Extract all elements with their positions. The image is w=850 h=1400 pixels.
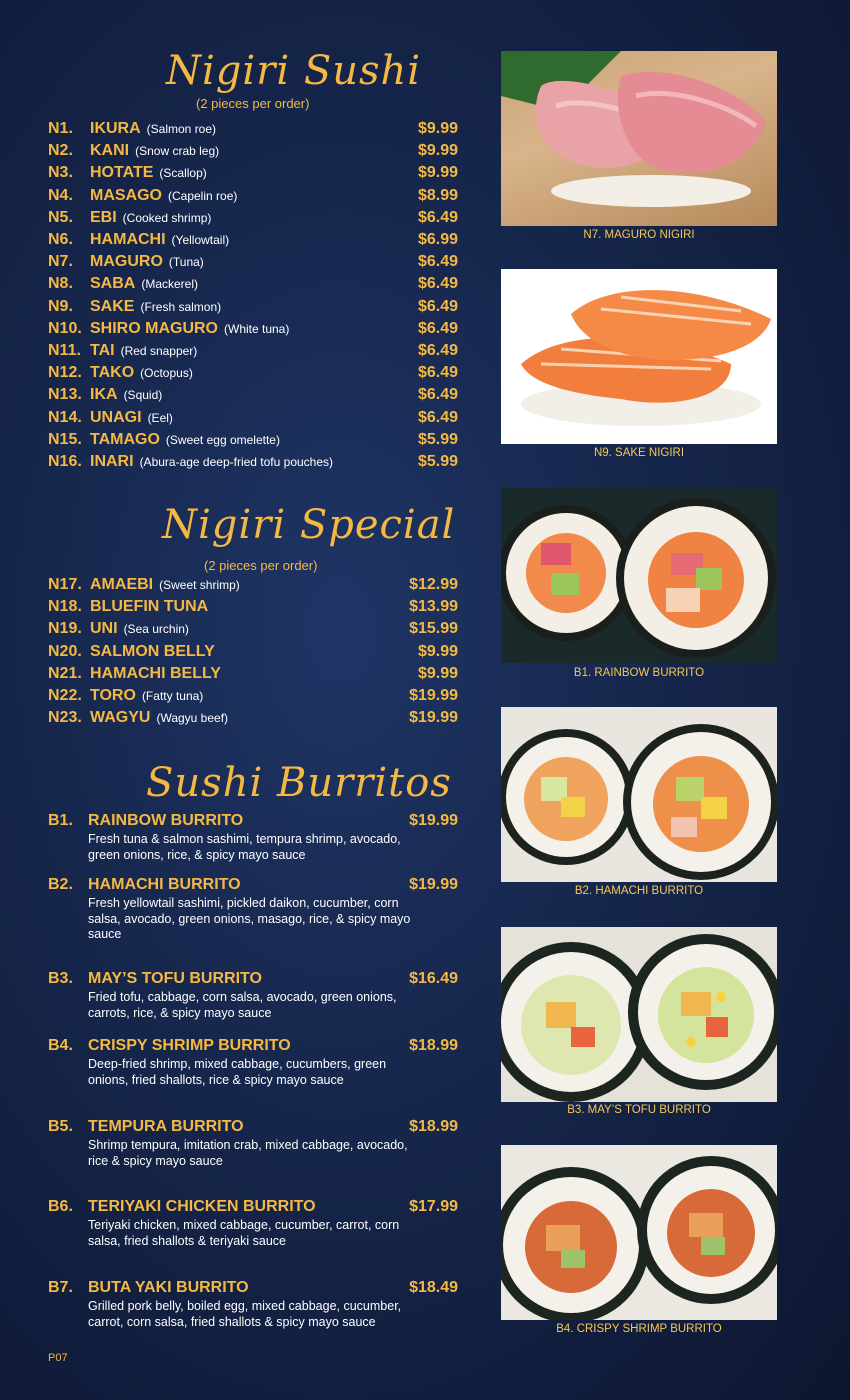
item-name: BUTA YAKI BURRITO: [88, 1279, 249, 1296]
item-name: MAGURO: [90, 253, 163, 271]
item-code: N23.: [48, 709, 82, 727]
item-price: $19.99: [409, 709, 458, 727]
menu-item: [48, 275, 458, 297]
menu-item: [48, 120, 458, 142]
caption-sake-nigiri: N9. SAKE NIGIRI: [593, 447, 685, 459]
photo-rainbow-burrito: [501, 488, 777, 663]
item-code: N11.: [48, 342, 81, 359]
item-price: $5.99: [417, 453, 458, 470]
item-name: IKURA: [90, 120, 141, 137]
item-price: $9.99: [417, 120, 458, 137]
item-price: $6.99: [417, 231, 458, 248]
page-number: P07: [48, 1352, 68, 1364]
item-name: WAGYU: [90, 709, 151, 727]
item-name: SAKE: [90, 297, 135, 315]
item-code: B7.: [48, 1279, 73, 1296]
item-description: (Cooked shrimp): [122, 210, 212, 225]
item-name: SALMON BELLY: [90, 642, 215, 660]
item-price: $16.49: [409, 970, 458, 987]
burrito-header: [48, 1037, 460, 1057]
burrito-item: [48, 1037, 460, 1088]
item-price: $19.99: [409, 687, 458, 704]
item-name: TAI: [90, 342, 115, 359]
item-code: N16.: [48, 453, 82, 470]
item-code: B3.: [48, 970, 73, 987]
item-price: $6.49: [417, 208, 458, 226]
special-subtitle: (2 pieces per order): [204, 558, 318, 573]
menu-item: [48, 709, 458, 731]
menu-item: [48, 620, 458, 642]
item-description: (Tuna): [168, 255, 204, 270]
item-description: (Scallop): [159, 166, 207, 181]
item-name: TORO: [90, 687, 136, 704]
item-name: BLUEFIN TUNA: [90, 598, 209, 616]
item-code: N10.: [48, 319, 82, 337]
burrito-header: [48, 812, 460, 832]
menu-item: [48, 665, 458, 687]
item-price: $6.49: [417, 408, 458, 426]
item-name: UNI: [90, 620, 118, 638]
item-name: MAY’S TOFU BURRITO: [88, 970, 262, 987]
nigiri-subtitle: (2 pieces per order): [196, 96, 310, 111]
item-name: KANI: [90, 142, 130, 160]
burrito-header: [48, 876, 460, 896]
item-code: N14.: [48, 408, 82, 426]
menu-item: [48, 431, 458, 453]
item-name: UNAGI: [90, 408, 142, 426]
menu-item: [48, 209, 458, 231]
item-name: AMAEBI: [90, 576, 154, 593]
item-description: Deep-fried shrimp, mixed cabbage, cucumbers, green onions, fried shallots, rice & spicy mayo sauce: [88, 1057, 387, 1087]
item-description: (White tuna): [224, 321, 290, 336]
item-code: N21.: [48, 664, 82, 682]
item-code: N2.: [48, 142, 73, 160]
item-code: B2.: [48, 876, 73, 893]
item-description: (Mackerel): [141, 277, 199, 292]
item-price: $13.99: [409, 598, 458, 616]
item-price: $5.99: [417, 430, 458, 448]
burrito-item: [48, 812, 460, 863]
burrito-header: [48, 970, 460, 990]
burrito-item: [48, 876, 460, 943]
item-description: Fresh yellowtail sashimi, pickled daikon, cucumber, corn salsa, avocado, green onions, masago, rice, & spicy mayo sauce: [88, 896, 411, 941]
item-description: (Salmon roe): [146, 122, 217, 136]
caption-rainbow-burrito: B1. RAINBOW BURRITO: [573, 667, 705, 679]
photo-maguro-nigiri: [501, 51, 777, 226]
item-description: Grilled pork belly, boiled egg, mixed cabbage, cucumber, carrot, corn salsa, fried shallots & spicy mayo sauce: [88, 1299, 402, 1329]
item-description: (Fresh salmon): [140, 299, 222, 314]
item-description: (Sweet shrimp): [159, 578, 240, 592]
item-description: (Octopus): [140, 366, 193, 381]
photo-hamachi-burrito: [501, 707, 777, 882]
item-price: $9.99: [417, 642, 458, 660]
item-code: N1.: [48, 120, 73, 137]
item-description: (Snow crab leg): [135, 144, 220, 159]
item-name: TAMAGO: [90, 430, 160, 448]
menu-item: [48, 386, 458, 408]
item-code: N4.: [48, 186, 73, 204]
photo-mays-tofu-burrito: [501, 927, 777, 1102]
item-description: (Red snapper): [120, 344, 198, 358]
item-code: N6.: [48, 231, 73, 248]
menu-item: [48, 142, 458, 164]
item-description: (Wagyu beef): [156, 711, 229, 726]
burrito-item: [48, 1198, 460, 1249]
item-price: $18.99: [409, 1118, 458, 1135]
item-code: N18.: [48, 598, 82, 616]
burritos-title: Sushi Burritos: [146, 760, 452, 806]
item-price: $19.99: [409, 876, 458, 893]
item-name: TERIYAKI CHICKEN BURRITO: [88, 1198, 316, 1215]
item-description: Fried tofu, cabbage, corn salsa, avocado, green onions, carrots, rice, & spicy mayo sauce: [88, 990, 397, 1020]
item-description: Shrimp tempura, imitation crab, mixed cabbage, avocado, rice & spicy mayo sauce: [88, 1138, 408, 1168]
item-price: $9.99: [417, 164, 458, 182]
item-name: INARI: [90, 453, 134, 470]
nigiri-title: Nigiri Sushi: [166, 48, 422, 94]
item-price: $18.99: [409, 1037, 458, 1054]
item-code: B6.: [48, 1198, 73, 1215]
caption-maguro-nigiri: N7. MAGURO NIGIRI: [583, 229, 695, 241]
item-name: CRISPY SHRIMP BURRITO: [88, 1037, 291, 1054]
item-price: $18.49: [409, 1279, 458, 1296]
photo-sake-nigiri: [501, 269, 777, 444]
caption-crispy-shrimp-burrito: B4. CRISPY SHRIMP BURRITO: [556, 1323, 722, 1335]
item-price: $15.99: [409, 620, 458, 638]
item-description: (Squid): [123, 388, 163, 403]
item-price: $6.49: [417, 342, 458, 359]
menu-item: [48, 231, 458, 253]
menu-item: [48, 598, 458, 620]
menu-item: [48, 298, 458, 320]
item-name: HAMACHI BELLY: [90, 664, 221, 682]
item-code: N7.: [48, 253, 73, 271]
item-price: $17.99: [409, 1198, 458, 1215]
menu-item: [48, 187, 458, 209]
item-name: EBI: [90, 208, 117, 226]
menu-item: [48, 364, 458, 386]
item-code: B5.: [48, 1118, 73, 1135]
item-name: SHIRO MAGURO: [90, 319, 218, 337]
item-code: N9.: [48, 297, 73, 315]
item-description: Fresh tuna & salmon sashimi, tempura shrimp, avocado, green onions, rice, & spicy mayo sauce: [88, 832, 401, 862]
item-price: $12.99: [409, 576, 458, 593]
item-price: $6.49: [417, 275, 458, 293]
item-description: Teriyaki chicken, mixed cabbage, cucumber, carrot, corn salsa, fried shallots & teriyaki sauce: [88, 1218, 400, 1248]
item-name: HOTATE: [90, 164, 154, 182]
item-price: $9.99: [417, 664, 458, 682]
item-code: N13.: [48, 386, 82, 404]
item-code: N5.: [48, 208, 73, 226]
photo-crispy-shrimp-burrito: [501, 1145, 777, 1320]
item-code: N17.: [48, 576, 82, 593]
burrito-item: [48, 970, 460, 1021]
menu-item: [48, 453, 458, 475]
item-description: (Eel): [147, 410, 173, 425]
menu-item: [48, 320, 458, 342]
caption-hamachi-burrito: B2. HAMACHI BURRITO: [574, 885, 704, 897]
item-price: $9.99: [417, 142, 458, 160]
item-name: HAMACHI: [90, 231, 166, 248]
item-name: MASAGO: [90, 186, 162, 204]
burrito-header: [48, 1198, 460, 1218]
item-code: N12.: [48, 364, 82, 382]
menu-item: [48, 643, 458, 665]
menu-item: [48, 342, 458, 364]
item-code: N3.: [48, 164, 73, 182]
burrito-item: [48, 1279, 460, 1330]
item-code: B1.: [48, 812, 73, 829]
burrito-header: [48, 1118, 460, 1138]
burrito-item: [48, 1118, 460, 1169]
item-code: N8.: [48, 275, 73, 293]
item-description: (Fatty tuna): [141, 689, 204, 703]
item-price: $6.49: [417, 297, 458, 315]
menu-item: [48, 164, 458, 186]
item-description: (Capelin roe): [168, 188, 238, 203]
caption-mays-tofu-burrito: B3. MAY’S TOFU BURRITO: [567, 1104, 711, 1116]
item-name: RAINBOW BURRITO: [88, 812, 244, 829]
item-description: (Yellowtail): [171, 233, 230, 247]
item-description: (Abura-age deep-fried tofu pouches): [139, 455, 334, 469]
item-name: TAKO: [90, 364, 135, 382]
item-price: $19.99: [409, 812, 458, 829]
item-code: N19.: [48, 620, 82, 638]
menu-item: [48, 253, 458, 275]
item-description: (Sweet egg omelette): [165, 432, 280, 447]
menu-item: [48, 576, 458, 598]
item-code: N20.: [48, 642, 82, 660]
burrito-header: [48, 1279, 460, 1299]
item-price: $8.99: [417, 186, 458, 204]
item-price: $6.49: [417, 364, 458, 382]
item-code: N22.: [48, 687, 82, 704]
item-price: $6.49: [417, 319, 458, 337]
menu-item: [48, 409, 458, 431]
item-description: (Sea urchin): [123, 622, 189, 637]
special-title: Nigiri Special: [162, 502, 456, 548]
item-code: N15.: [48, 430, 82, 448]
item-price: $6.49: [417, 253, 458, 271]
item-name: HAMACHI BURRITO: [88, 876, 241, 893]
item-code: B4.: [48, 1037, 73, 1054]
menu-item: [48, 687, 458, 709]
item-name: IKA: [90, 386, 118, 404]
item-price: $6.49: [417, 386, 458, 404]
item-name: SABA: [90, 275, 136, 293]
item-name: TEMPURA BURRITO: [88, 1118, 244, 1135]
